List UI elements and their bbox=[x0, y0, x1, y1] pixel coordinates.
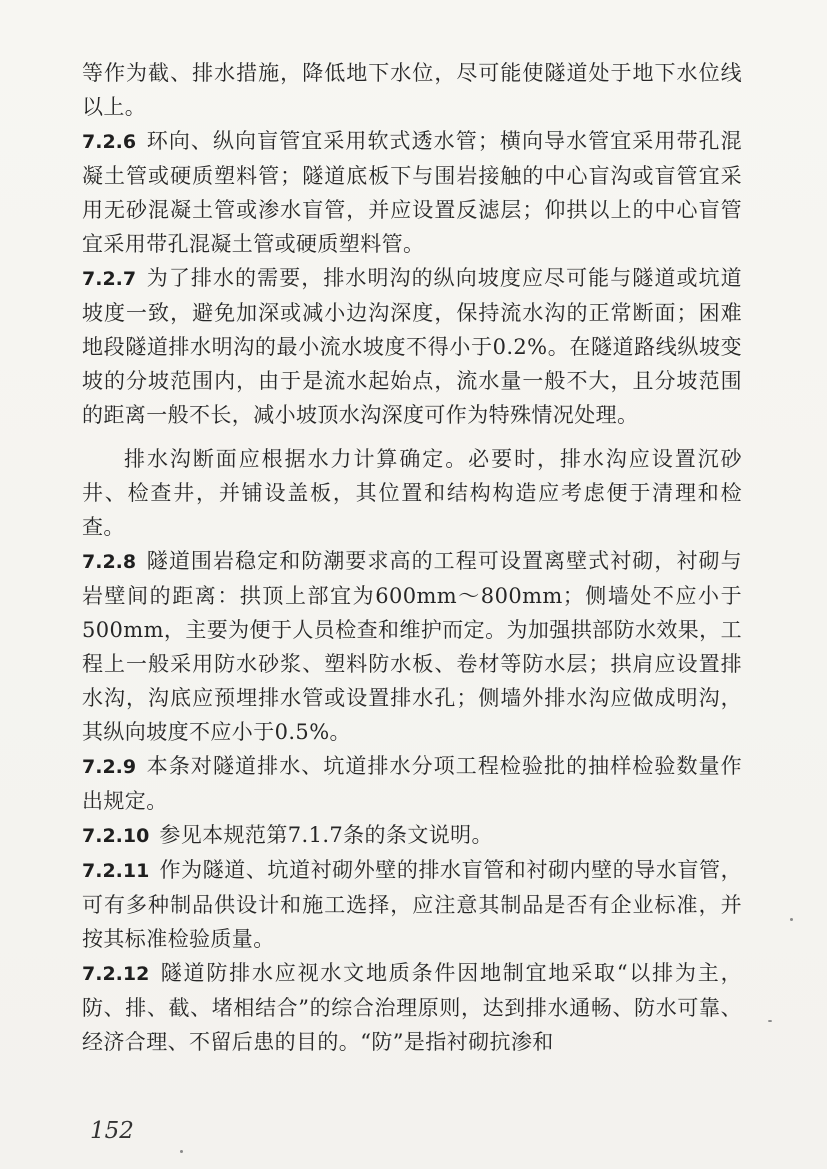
clause-7-2-9 bbox=[82, 749, 742, 818]
clause-number: 7.2.10 bbox=[82, 825, 150, 847]
paragraph-text: 排水沟断面应根据水力计算确定。必要时，排水沟应设置沉砂井、检查井，并铺设盖板，其位置和结构构造应考虑便于清理和检查。 bbox=[82, 447, 742, 539]
clause-number: 7.2.9 bbox=[82, 756, 137, 778]
clause-7-2-11 bbox=[82, 853, 742, 956]
clause-text: 隧道防排水应视水文地质条件因地制宜地采取“以排为主，防、排、截、堵相结合”的综合治理原则，达到排水通畅、防水可靠、经济合理、不留后患的目的。“防”是指衬砌抗渗和 bbox=[82, 961, 742, 1054]
clause-text: 作为隧道、坑道衬砌外壁的排水盲管和衬砌内壁的导水盲管，可有多种制品供设计和施工选择，应注意其制品是否有企业标准，并按其标准检验质量。 bbox=[82, 858, 742, 951]
clause-number: 7.2.7 bbox=[82, 268, 137, 290]
page-number: 152 bbox=[90, 1118, 134, 1144]
paragraph-continuation bbox=[82, 56, 742, 124]
clause-text: 隧道围岩稳定和防潮要求高的工程可设置离壁式衬砌，衬砌与岩壁间的距离：拱顶上部宜为600mm～800mm；侧墙处不应小于500mm，主要为便于人员检查和维护而定。为加强拱部防水效果，工程上一般采用防水砂浆、塑料防水板、卷材等防水层；拱肩应设置排水沟，沟底应预埋排水管或设置排水孔；侧墙外排水沟应做成明沟，其纵向坡度不应小于0.5%。 bbox=[82, 549, 742, 744]
clause-number: 7.2.12 bbox=[82, 963, 150, 985]
clause-7-2-7 bbox=[82, 261, 742, 432]
scan-speck bbox=[768, 1020, 772, 1022]
body-text bbox=[82, 56, 742, 1059]
clause-number: 7.2.8 bbox=[82, 551, 137, 573]
clause-number: 7.2.11 bbox=[82, 860, 150, 882]
clause-7-2-8 bbox=[82, 544, 742, 749]
paragraph-drain-section bbox=[82, 442, 742, 544]
scan-speck bbox=[180, 1150, 183, 1153]
clause-text: 环向、纵向盲管宜采用软式透水管；横向导水管宜采用带孔混凝土管或硬质塑料管；隧道底板下与围岩接触的中心盲沟或盲管宜采用无砂混凝土管或渗水盲管，并应设置反滤层；仰拱以上的中心盲管宜采用带孔混凝土管或硬质塑料管。 bbox=[82, 129, 742, 256]
clause-text: 本条对隧道排水、坑道排水分项工程检验批的抽样检验数量作出规定。 bbox=[82, 754, 742, 813]
intro-text: 等作为截、排水措施，降低地下水位，尽可能使隧道处于地下水位线以上。 bbox=[82, 61, 742, 119]
clause-7-2-12 bbox=[82, 956, 742, 1059]
clause-7-2-6 bbox=[82, 124, 742, 261]
clause-text: 参见本规范第7.1.7条的条文说明。 bbox=[159, 823, 493, 847]
clause-7-2-10 bbox=[82, 818, 742, 853]
clause-number: 7.2.6 bbox=[82, 131, 137, 153]
scan-speck bbox=[790, 918, 793, 921]
clause-text: 为了排水的需要，排水明沟的纵向坡度应尽可能与隧道或坑道坡度一致，避免加深或减小边沟深度，保持流水沟的正常断面；困难地段隧道排水明沟的最小流水坡度不得小于0.2%。在隧道路线纵坡变坡的分坡范围内，由于是流水起始点，流水量一般不大，且分坡范围的距离一般不长，减小坡顶水沟深度可作为特殊情况处理。 bbox=[82, 266, 742, 427]
